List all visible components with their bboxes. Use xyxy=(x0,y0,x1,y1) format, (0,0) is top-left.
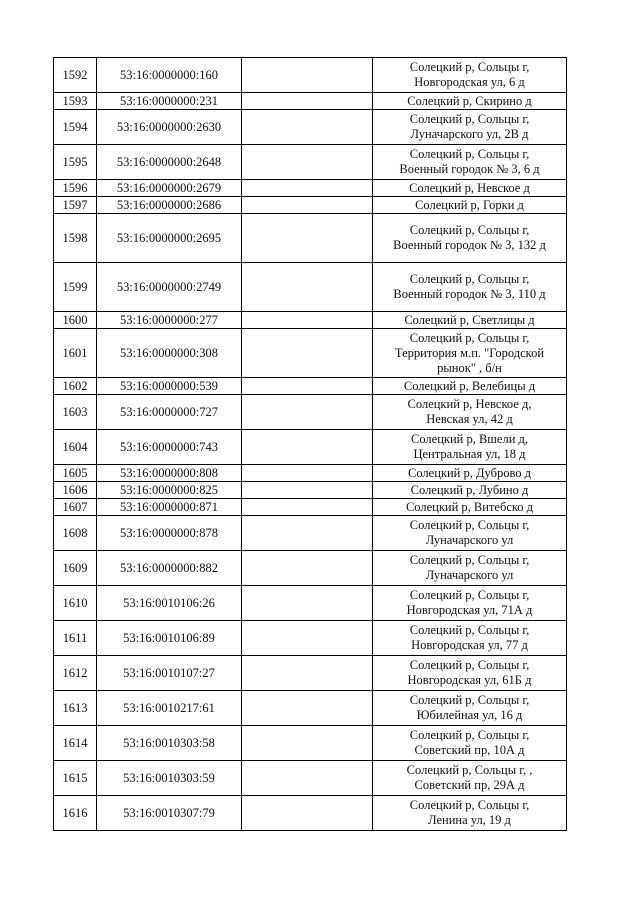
address-cell xyxy=(373,499,567,516)
table-row xyxy=(54,586,567,621)
row-number-cell: 1598 xyxy=(54,214,97,263)
cadastral-number-cell: 53:16:0010106:26 xyxy=(97,586,242,621)
row-number-cell: 1608 xyxy=(54,516,97,551)
row-number-cell: 1612 xyxy=(54,656,97,691)
address-line: Солецкий р, Вшели д, xyxy=(410,432,529,446)
empty-cell xyxy=(242,197,373,214)
cadastral-number-cell: 53:16:0010107:27 xyxy=(97,656,242,691)
empty-cell xyxy=(242,145,373,180)
cadastral-number-cell: 53:16:0000000:878 xyxy=(97,516,242,551)
address-line: Солецкий р, Сольцы г, xyxy=(409,553,530,567)
address-line: Солецкий р, Сольцы г, xyxy=(409,518,530,532)
cadastral-number-cell: 53:16:0000000:808 xyxy=(97,465,242,482)
address-line: Солецкий р, Сольцы г, xyxy=(409,693,530,707)
table-row xyxy=(54,378,567,395)
table-row xyxy=(54,482,567,499)
address-cell xyxy=(373,516,567,551)
empty-cell xyxy=(242,796,373,831)
row-number-cell: 1605 xyxy=(54,465,97,482)
address-line: Солецкий р, Невское д, xyxy=(407,397,532,411)
empty-cell xyxy=(242,263,373,312)
empty-cell xyxy=(242,395,373,430)
address-cell xyxy=(373,378,567,395)
table-row xyxy=(54,465,567,482)
table-row xyxy=(54,93,567,110)
address-cell xyxy=(373,145,567,180)
cadastral-number-cell: 53:16:0000000:539 xyxy=(97,378,242,395)
cadastral-number-cell: 53:16:0000000:825 xyxy=(97,482,242,499)
empty-cell xyxy=(242,551,373,586)
empty-cell xyxy=(242,378,373,395)
address-line: Луначарского ул xyxy=(425,568,514,582)
address-line: Центральная ул, 18 д xyxy=(413,447,526,461)
row-number-cell: 1601 xyxy=(54,329,97,378)
address-line: рынок" , б/н xyxy=(437,360,502,375)
table-row xyxy=(54,621,567,656)
address-cell xyxy=(373,726,567,761)
row-number-cell: 1616 xyxy=(54,796,97,831)
address-cell xyxy=(373,110,567,145)
row-number-cell: 1611 xyxy=(54,621,97,656)
address-cell xyxy=(373,395,567,430)
row-number-cell: 1604 xyxy=(54,430,97,465)
table-row xyxy=(54,58,567,93)
address-line: Солецкий р, Светлицы д xyxy=(404,312,535,327)
row-number-cell: 1599 xyxy=(54,263,97,312)
address-line: Солецкий р, Сольцы г, xyxy=(409,798,530,812)
row-number-cell: 1592 xyxy=(54,58,97,93)
cadastral-number-cell: 53:16:0000000:231 xyxy=(97,93,242,110)
address-line: Луначарского ул xyxy=(425,533,514,547)
address-line: Солецкий р, Сольцы г, xyxy=(409,272,530,286)
table-row xyxy=(54,145,567,180)
address-cell xyxy=(373,214,567,263)
empty-cell xyxy=(242,110,373,145)
cadastral-number-cell: 53:16:0000000:743 xyxy=(97,430,242,465)
table-row xyxy=(54,214,567,263)
address-line: Солецкий р, Дуброво д xyxy=(408,465,531,480)
address-line: Военный городок № 3, 6 д xyxy=(399,162,540,176)
row-number-cell: 1606 xyxy=(54,482,97,499)
address-line: Солецкий р, Велебицы д xyxy=(403,378,536,393)
address-line: Юбилейная ул, 16 д xyxy=(416,708,523,722)
cadastral-number-cell: 53:16:0000000:2749 xyxy=(97,263,242,312)
cadastral-number-cell: 53:16:0000000:727 xyxy=(97,395,242,430)
table-row xyxy=(54,656,567,691)
empty-cell xyxy=(242,482,373,499)
address-line: Военный городок № 3, 132 д xyxy=(393,238,546,252)
registry-table-body xyxy=(54,58,567,831)
registry-table xyxy=(53,57,567,831)
row-number-cell: 1597 xyxy=(54,197,97,214)
row-number-cell: 1603 xyxy=(54,395,97,430)
address-cell xyxy=(373,312,567,329)
address-line: Советский пр, 10А д xyxy=(414,743,525,757)
address-line: Солецкий р, Сольцы г, xyxy=(409,658,530,672)
row-number-cell: 1609 xyxy=(54,551,97,586)
table-row xyxy=(54,110,567,145)
address-cell xyxy=(373,761,567,796)
empty-cell xyxy=(242,312,373,329)
cadastral-number-cell: 53:16:0000000:2686 xyxy=(97,197,242,214)
address-cell xyxy=(373,796,567,831)
empty-cell xyxy=(242,430,373,465)
table-row xyxy=(54,761,567,796)
address-line: Новгородская ул, 77 д xyxy=(411,638,528,652)
address-cell xyxy=(373,430,567,465)
table-row xyxy=(54,551,567,586)
address-cell xyxy=(373,263,567,312)
empty-cell xyxy=(242,465,373,482)
row-number-cell: 1610 xyxy=(54,586,97,621)
empty-cell xyxy=(242,586,373,621)
cadastral-number-cell: 53:16:0000000:871 xyxy=(97,499,242,516)
table-row xyxy=(54,263,567,312)
address-cell xyxy=(373,482,567,499)
address-line: Солецкий р, Сольцы г, xyxy=(409,588,530,602)
empty-cell xyxy=(242,180,373,197)
address-line: Солецкий р, Сольцы г, xyxy=(409,112,530,126)
empty-cell xyxy=(242,691,373,726)
empty-cell xyxy=(242,761,373,796)
address-line: Ленина ул, 19 д xyxy=(428,813,511,827)
address-line: Солецкий р, Сольцы г, xyxy=(409,728,530,742)
address-line: Солецкий р, Сольцы г, xyxy=(409,623,530,637)
empty-cell xyxy=(242,58,373,93)
address-cell xyxy=(373,180,567,197)
empty-cell xyxy=(242,329,373,378)
address-line: Солецкий р, Сольцы г, xyxy=(409,223,530,237)
cadastral-number-cell: 53:16:0000000:160 xyxy=(97,58,242,93)
address-cell xyxy=(373,551,567,586)
table-row xyxy=(54,197,567,214)
address-cell xyxy=(373,621,567,656)
address-line: Солецкий р, Горки д xyxy=(415,197,524,212)
address-line: Солецкий р, Сольцы г, , xyxy=(406,763,533,777)
cadastral-number-cell: 53:16:0000000:882 xyxy=(97,551,242,586)
table-row xyxy=(54,726,567,761)
address-line: Солецкий р, Сольцы г, xyxy=(409,60,530,74)
cadastral-number-cell: 53:16:0010307:79 xyxy=(97,796,242,831)
cadastral-number-cell: 53:16:0010303:58 xyxy=(97,726,242,761)
cadastral-number-cell: 53:16:0010106:89 xyxy=(97,621,242,656)
row-number-cell: 1613 xyxy=(54,691,97,726)
table-row xyxy=(54,430,567,465)
empty-cell xyxy=(242,516,373,551)
address-line: Новгородская ул, 6 д xyxy=(414,75,525,89)
cadastral-number-cell: 53:16:0000000:308 xyxy=(97,329,242,378)
address-line: Солецкий р, Сольцы г, xyxy=(409,147,530,161)
table-row xyxy=(54,499,567,516)
address-line: Невская ул, 42 д xyxy=(426,412,513,426)
address-line: Солецкий р, Лубино д xyxy=(410,482,529,497)
address-line: Луначарского ул, 2В д xyxy=(410,127,529,141)
cadastral-number-cell: 53:16:0000000:2695 xyxy=(97,214,242,263)
address-cell xyxy=(373,329,567,378)
address-cell xyxy=(373,93,567,110)
row-number-cell: 1615 xyxy=(54,761,97,796)
empty-cell xyxy=(242,621,373,656)
empty-cell xyxy=(242,93,373,110)
row-number-cell: 1594 xyxy=(54,110,97,145)
address-line: Территория м.п. "Городской xyxy=(394,345,545,360)
address-cell xyxy=(373,465,567,482)
address-line: Новгородская ул, 71А д xyxy=(406,603,533,617)
cadastral-number-cell: 53:16:0000000:2679 xyxy=(97,180,242,197)
address-line: Советский пр, 29А д xyxy=(414,778,525,792)
address-cell xyxy=(373,58,567,93)
table-row xyxy=(54,516,567,551)
address-line: Солецкий р, Скирино д xyxy=(407,93,532,108)
address-line: Солецкий р, Невское д xyxy=(409,180,530,195)
address-line: Солецкий р, Сольцы г, xyxy=(409,330,530,345)
row-number-cell: 1614 xyxy=(54,726,97,761)
table-row xyxy=(54,691,567,726)
table-row xyxy=(54,796,567,831)
empty-cell xyxy=(242,499,373,516)
row-number-cell: 1602 xyxy=(54,378,97,395)
row-number-cell: 1607 xyxy=(54,499,97,516)
address-cell xyxy=(373,586,567,621)
cadastral-number-cell: 53:16:0010217:61 xyxy=(97,691,242,726)
cadastral-number-cell: 53:16:0000000:2630 xyxy=(97,110,242,145)
empty-cell xyxy=(242,214,373,263)
address-line: Солецкий р, Витебско д xyxy=(405,499,534,514)
empty-cell xyxy=(242,726,373,761)
row-number-cell: 1600 xyxy=(54,312,97,329)
cadastral-number-cell: 53:16:0010303:59 xyxy=(97,761,242,796)
table-row xyxy=(54,329,567,378)
table-row xyxy=(54,395,567,430)
address-line: Новгородская ул, 61Б д xyxy=(407,673,532,687)
address-cell xyxy=(373,656,567,691)
cadastral-number-cell: 53:16:0000000:277 xyxy=(97,312,242,329)
row-number-cell: 1596 xyxy=(54,180,97,197)
address-line: Военный городок № 3, 110 д xyxy=(393,287,546,301)
table-row xyxy=(54,312,567,329)
empty-cell xyxy=(242,656,373,691)
row-number-cell: 1593 xyxy=(54,93,97,110)
cadastral-number-cell: 53:16:0000000:2648 xyxy=(97,145,242,180)
table-row xyxy=(54,180,567,197)
address-cell xyxy=(373,197,567,214)
address-cell xyxy=(373,691,567,726)
row-number-cell: 1595 xyxy=(54,145,97,180)
